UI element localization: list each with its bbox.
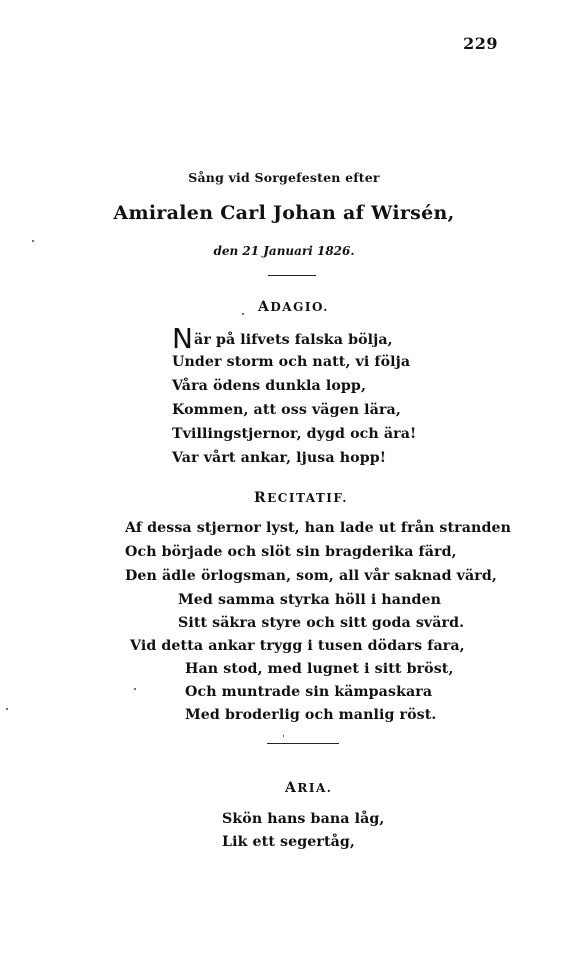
heading-title: Amiralen Carl Johan af Wirsén,	[113, 202, 455, 224]
verse-line: Kommen, att oss vägen lära,	[172, 402, 401, 418]
verse-line: Med samma styrka höll i handen	[178, 592, 442, 608]
section-label-rest: DAGIO.	[270, 300, 329, 314]
verse-line: Lik ett segertåg,	[222, 834, 355, 850]
section-label-cap: A	[258, 299, 271, 315]
section-label-adagio	[258, 299, 329, 315]
verse-line: Med broderlig och manlig röst.	[185, 707, 437, 723]
verse-line: Den ädle örlogsman, som, all vår saknad värd,	[125, 568, 497, 584]
section-label-cap: A	[285, 780, 298, 796]
heading-date: den 21 Januari 1826.	[213, 244, 355, 258]
verse-line: Våra ödens dunkla lopp,	[172, 378, 366, 394]
scan-speck	[134, 688, 136, 690]
divider-rule	[268, 275, 316, 276]
divider-rule	[267, 743, 339, 744]
verse-line: Och började och slöt sin bragderika färd,	[125, 544, 457, 560]
section-label-cap: R	[254, 490, 268, 506]
verse-line: Var vårt ankar, ljusa hopp!	[172, 450, 387, 466]
verse-line	[172, 322, 393, 355]
page-number: 229	[463, 34, 498, 53]
verse-line-text: är på lifvets falska bölja,	[194, 332, 393, 348]
section-label-aria	[285, 780, 332, 796]
scan-speck	[32, 240, 34, 242]
verse-line: Af dessa stjernor lyst, han lade ut från stranden	[125, 520, 512, 536]
verse-line: Skön hans bana låg,	[222, 811, 385, 827]
section-label-recitatif	[254, 490, 348, 506]
verse-line: Han stod, med lugnet i sitt bröst,	[185, 661, 454, 677]
verse-line: Sitt säkra styre och sitt goda svärd.	[178, 615, 465, 631]
verse-line: Tvillingstjernor, dygd och ära!	[172, 426, 417, 442]
section-label-rest: ECITATIF.	[267, 491, 348, 505]
section-label-rest: RIA.	[297, 781, 333, 795]
scan-speck	[6, 708, 8, 710]
scan-speck	[283, 735, 284, 737]
verse-line: Och muntrade sin kämpaskara	[185, 684, 433, 700]
verse-line: Under storm och natt, vi följa	[172, 354, 411, 370]
drop-cap: N	[172, 322, 194, 355]
heading-subtitle: Sång vid Sorgefesten efter	[188, 170, 380, 185]
scan-speck	[242, 313, 244, 315]
verse-line: Vid detta ankar trygg i tusen dödars fara,	[130, 638, 465, 654]
